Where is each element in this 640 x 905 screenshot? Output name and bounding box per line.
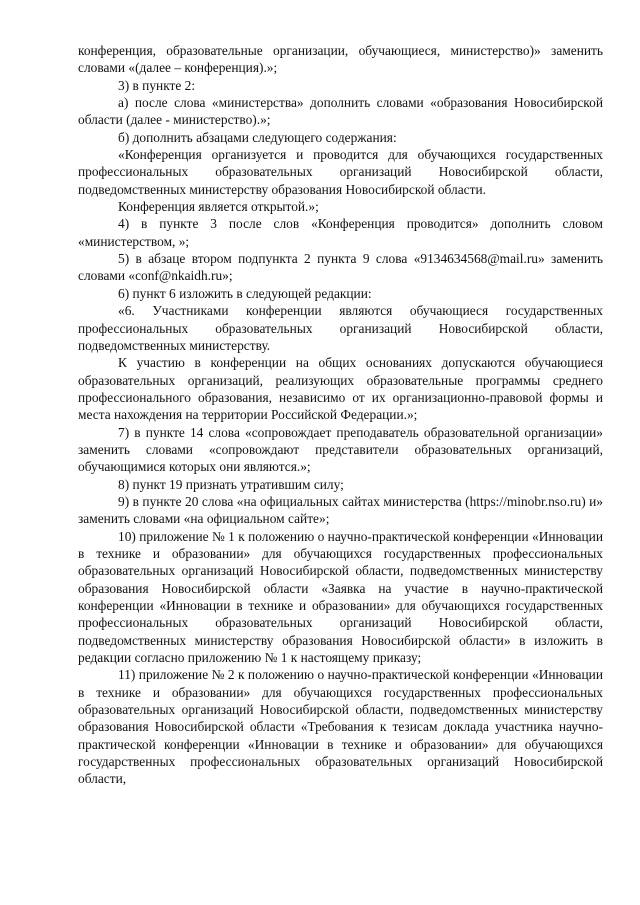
paragraph-item-8: 8) пункт 19 признать утратившим силу; bbox=[118, 476, 344, 492]
paragraph-item-9: 9) в пункте 20 слова «на официальных сайтах министерства (https://minobr.nso.ru) и» заменить словами «на официальном сайте»; bbox=[78, 493, 603, 527]
document-page bbox=[78, 42, 603, 788]
paragraph-quote-admission: К участию в конференции на общих основаниях допускаются обучающиеся образовательных организаций, реализующих образовательные программы среднего профессионального образования, независимо от их организационно-правовой формы и места нахождения на территории Российской Федерации.»; bbox=[78, 355, 603, 423]
paragraph-continuation: конференция, образовательные организации, обучающиеся, министерство)» заменить словами «(далее – конференция).»; bbox=[78, 43, 603, 76]
paragraph-quote-participants: «6. Участниками конференции являются обучающиеся государственных профессиональных образовательных организаций Новосибирской области, подведомственных министерству. bbox=[78, 303, 603, 353]
paragraph-item-6: 6) пункт 6 изложить в следующей редакции: bbox=[118, 285, 372, 301]
paragraph-item-3a: а) после слова «министерства» дополнить словами «образования Новосибирской области (далее - министерство).»; bbox=[78, 95, 603, 128]
paragraph-item-4: 4) в пункте 3 после слов «Конференция проводится» дополнить словом «министерством, »; bbox=[78, 216, 603, 249]
paragraph-item-5: 5) в абзаце втором подпункта 2 пункта 9 слова «9134634568@mail.ru» заменить словами «conf@nkaidh.ru»; bbox=[78, 251, 603, 284]
paragraph-item-11: 11) приложение № 2 к положению о научно-практической конференции «Инновации в технике и образовании» для обучающихся государственных профессиональных образовательных организаций Новосибирской области, подведомственных министерству образования Новосибирской области «Требования к тезисам доклада участника научно-практической конференции «Инновации в технике и образовании» для обучающихся государственных профессиональных образовательных организаций Новосибирской области, bbox=[78, 667, 603, 787]
paragraph-quote-conference: «Конференция организуется и проводится для обучающихся государственных профессиональных образовательных организаций Новосибирской области, подведомственных министерству образования Новосибирской области. bbox=[78, 147, 603, 197]
paragraph-item-10: 10) приложение № 1 к положению о научно-практической конференции «Инновации в технике и образовании» для обучающихся государственных профессиональных образовательных организаций Новосибирской области, подведомственных министерству образования Новосибирской области «Заявка на участие в научно-практической конференции «Инновации в технике и образовании» для обучающихся государственных профессиональных образовательных организаций Новосибирской области, подведомственных министерству образования Новосибирской области» в изложить в редакции согласно приложению № 1 к настоящему приказу; bbox=[78, 528, 603, 666]
paragraph-item-7: 7) в пункте 14 слова «сопровождает преподаватель образовательной организации» заменить словами «сопровождают представители образовательных организаций, обучающимися которых они являются.»; bbox=[78, 424, 603, 475]
paragraph-quote-open: Конференция является открытой.»; bbox=[118, 199, 319, 215]
paragraph-item-3: 3) в пункте 2: bbox=[118, 77, 196, 93]
paragraph-item-3b: б) дополнить абзацами следующего содержания: bbox=[118, 129, 397, 145]
